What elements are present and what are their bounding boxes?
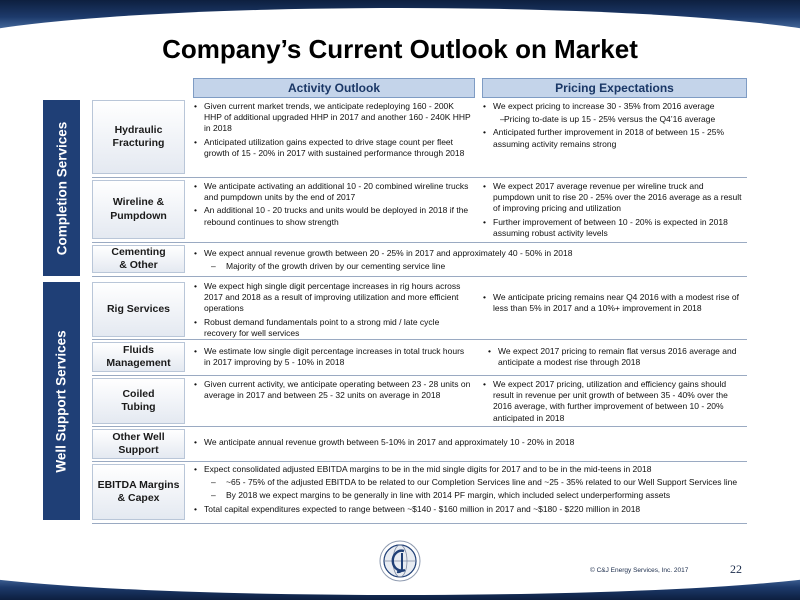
bullet-item: • Total capital expenditures expected to range between ~$140 - $160 million in 2017 and ~$180 - $220 million in 2018 — [193, 504, 745, 515]
wireline-pricing-cell — [482, 181, 744, 241]
row-label-fluids-management: Fluids Management — [92, 342, 185, 372]
row-label-wireline-pumpdown: Wireline & Pumpdown — [92, 180, 185, 239]
bullet-item: • We expect high single digit percentage increases in rig hours across 2017 and 2018 as a result of improving utilization and more efficient operations — [193, 281, 473, 315]
column-header-activity: Activity Outlook — [193, 78, 475, 98]
row-label-cementing-other: Cementing & Other — [92, 245, 185, 273]
hydraulic-activity-cell — [193, 101, 473, 161]
bullet-item: • We estimate low single digit percentage increases in total truck hours in 2017 improving by 5 - 10% in 2018 — [193, 346, 473, 368]
row-divider — [92, 523, 747, 524]
bullet-item: • We anticipate activating an additional 10 - 20 combined wireline trucks and pumpdown units by the end of 2017 — [193, 181, 473, 203]
ebitda-cell — [193, 464, 745, 517]
section-well-support-services — [43, 282, 80, 520]
rig-pricing-cell — [482, 292, 744, 316]
row-divider — [92, 426, 747, 427]
bullet-item: • Further improvement of between 10 - 20% is expected in 2018 assuming robust activity levels — [482, 217, 744, 239]
bullet-item: • Given current market trends, we anticipate redeploying 160 - 200K HHP of additional upgraded HHP in 2017 and another 160 - 240K HHP in 2018 — [193, 101, 473, 135]
bullet-item: • We expect pricing to increase 30 - 35% from 2016 average — [482, 101, 744, 112]
row-label-ebitda-capex: EBITDA Margins & Capex — [92, 464, 185, 520]
bullet-item: • We expect 2017 average revenue per wireline truck and pumpdown unit to rise 20 - 25% over the 2016 average as a result of improving pricing and utilization — [482, 181, 744, 215]
bullet-item: • Expect consolidated adjusted EBITDA margins to be in the mid single digits for 2017 and to be in the mid-teens in 2018 — [193, 464, 745, 475]
bullet-item: • Robust demand fundamentals point to a strong mid / late cycle recovery for well services — [193, 317, 473, 339]
page-number: 22 — [730, 562, 742, 576]
coiled-activity-cell — [193, 379, 473, 403]
coiled-pricing-cell — [482, 379, 744, 426]
sub-bullet-item: – By 2018 we expect margins to be generally in line with 2014 PF margin, which included select underperforming assets — [193, 490, 745, 501]
bullet-item: • We expect 2017 pricing, utilization and efficiency gains should result in revenue per unit growth of between 35 - 40% over the 2016 average, with further improvement of between 10 - 20% anticipated in 2018 — [482, 379, 744, 424]
row-divider — [92, 375, 747, 376]
column-header-pricing: Pricing Expectations — [482, 78, 747, 98]
rig-activity-cell — [193, 281, 473, 341]
sub-bullet-item: – Majority of the growth driven by our cementing service line — [193, 261, 745, 272]
row-divider — [92, 461, 747, 462]
bullet-item: • Given current activity, we anticipate operating between 23 - 28 units on average in 2017 and between 25 - 32 units on average in 2018 — [193, 379, 473, 401]
row-label-other-well-support: Other Well Support — [92, 429, 185, 459]
cj-globe-logo-icon — [378, 539, 422, 583]
bullet-item: • Anticipated utilization gains expected to drive stage count per fleet growth of 15 - 20% in 2017 with sustained performance through 2018 — [193, 137, 473, 159]
bullet-item: • An additional 10 - 20 trucks and units would be deployed in 2018 if the rebound continues to show strength — [193, 205, 473, 227]
sub-bullet-item: – Pricing to-date is up 15 - 25% versus the Q4’16 average — [482, 114, 744, 125]
row-divider — [92, 242, 747, 243]
bullet-item: • We anticipate annual revenue growth between 5-10% in 2017 and approximately 10 - 20% in 2018 — [193, 437, 745, 448]
section-completion-label: Completion Services — [54, 121, 70, 255]
row-label-hydraulic-fracturing: Hydraulic Fracturing — [92, 100, 185, 174]
bullet-item: • We anticipate pricing remains near Q4 2016 with a modest rise of less than 5% in 2017 and a 10%+ improvement in 2018 — [482, 292, 744, 314]
row-label-rig-services: Rig Services — [92, 282, 185, 337]
bullet-item: • We expect annual revenue growth between 20 - 25% in 2017 and approximately 40 - 50% in 2018 — [193, 248, 745, 259]
row-label-coiled-tubing: Coiled Tubing — [92, 378, 185, 424]
wireline-activity-cell — [193, 181, 473, 230]
cementing-cell — [193, 248, 745, 274]
page-title: Company’s Current Outlook on Market — [162, 34, 638, 64]
sub-bullet-item: – ~65 - 75% of the adjusted EBITDA to be related to our Completion Services line and ~25 - 35% related to our Well Support Services line — [193, 477, 745, 488]
bullet-item: • Anticipated further improvement in 2018 of between 15 - 25% assuming activity remains strong — [482, 127, 744, 149]
fluids-pricing-cell — [487, 346, 745, 370]
row-divider — [92, 177, 747, 178]
section-completion-services — [43, 100, 80, 276]
other-well-support-cell — [193, 437, 745, 450]
bullet-item: • We expect 2017 pricing to remain flat versus 2016 average and anticipate a modest rise through 2018 — [487, 346, 745, 368]
section-well-support-label: Well Support Services — [54, 329, 69, 473]
copyright-text: © C&J Energy Services, Inc. 2017 — [590, 567, 689, 574]
row-divider — [92, 276, 747, 277]
hydraulic-pricing-cell — [482, 101, 744, 152]
fluids-activity-cell — [193, 346, 473, 370]
